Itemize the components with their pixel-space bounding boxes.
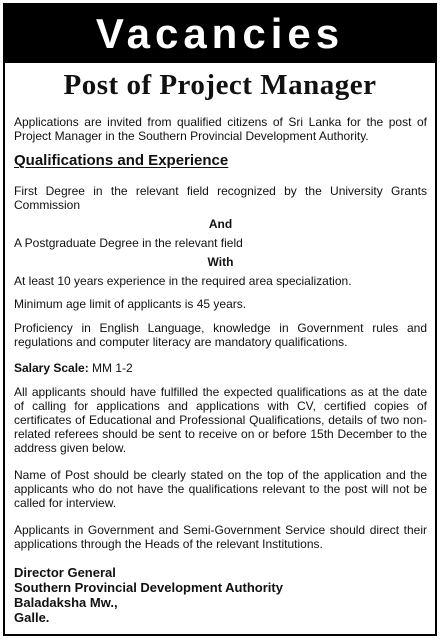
government-applicants-note: Applicants in Government and Semi-Government Service should direct their applications through the Heads of the relevant Institutions.: [14, 523, 427, 551]
address-line: Southern Provincial Development Authority: [14, 580, 283, 595]
salary-scale: [14, 361, 427, 375]
address-line: Baladaksha Mw.,: [14, 595, 118, 610]
age-requirement: Minimum age limit of applicants is 45 years.: [14, 297, 247, 311]
with-conjunction: With: [207, 255, 234, 269]
proficiency-requirement: Proficiency in English Language, knowledge in Government rules and regulations and computer literacy are mandatory qualifications.: [14, 321, 427, 349]
vacancies-banner: Vacancies: [5, 5, 435, 63]
post-name-instructions: Name of Post should be clearly stated on the top of the application and the applicants who do not have the qualifications relevant to the post will not be called for interview.: [14, 468, 427, 510]
salary-label: Salary Scale:: [14, 361, 89, 375]
postal-address: [14, 565, 427, 625]
application-instructions: All applicants should have fulfilled the expected qualifications as at the date of calling for applications and applications with CV, certified copies of certificates of Educational and Professional Qualifications, details of two non-related referees should be sent to receive on or before 15th December to the address given below.: [14, 385, 427, 455]
address-line: Director General: [14, 565, 116, 580]
address-line: Galle.: [14, 610, 50, 625]
intro-paragraph: Applications are invited from qualified citizens of Sri Lanka for the post of Project Manager in the Southern Provincial Development Authority.: [14, 115, 427, 143]
experience-requirement: At least 10 years experience in the required area specialization.: [14, 274, 352, 288]
and-conjunction: And: [208, 217, 233, 231]
first-degree-requirement: First Degree in the relevant field recognized by the University Grants Commission: [14, 184, 427, 212]
postgraduate-requirement: A Postgraduate Degree in the relevant field: [14, 236, 243, 250]
post-title: Post of Project Manager: [63, 69, 377, 101]
advert-body: [5, 115, 435, 625]
salary-value: MM 1-2: [88, 361, 133, 375]
vacancy-advertisement: [3, 3, 437, 636]
qualifications-heading: Qualifications and Experience: [14, 152, 229, 169]
